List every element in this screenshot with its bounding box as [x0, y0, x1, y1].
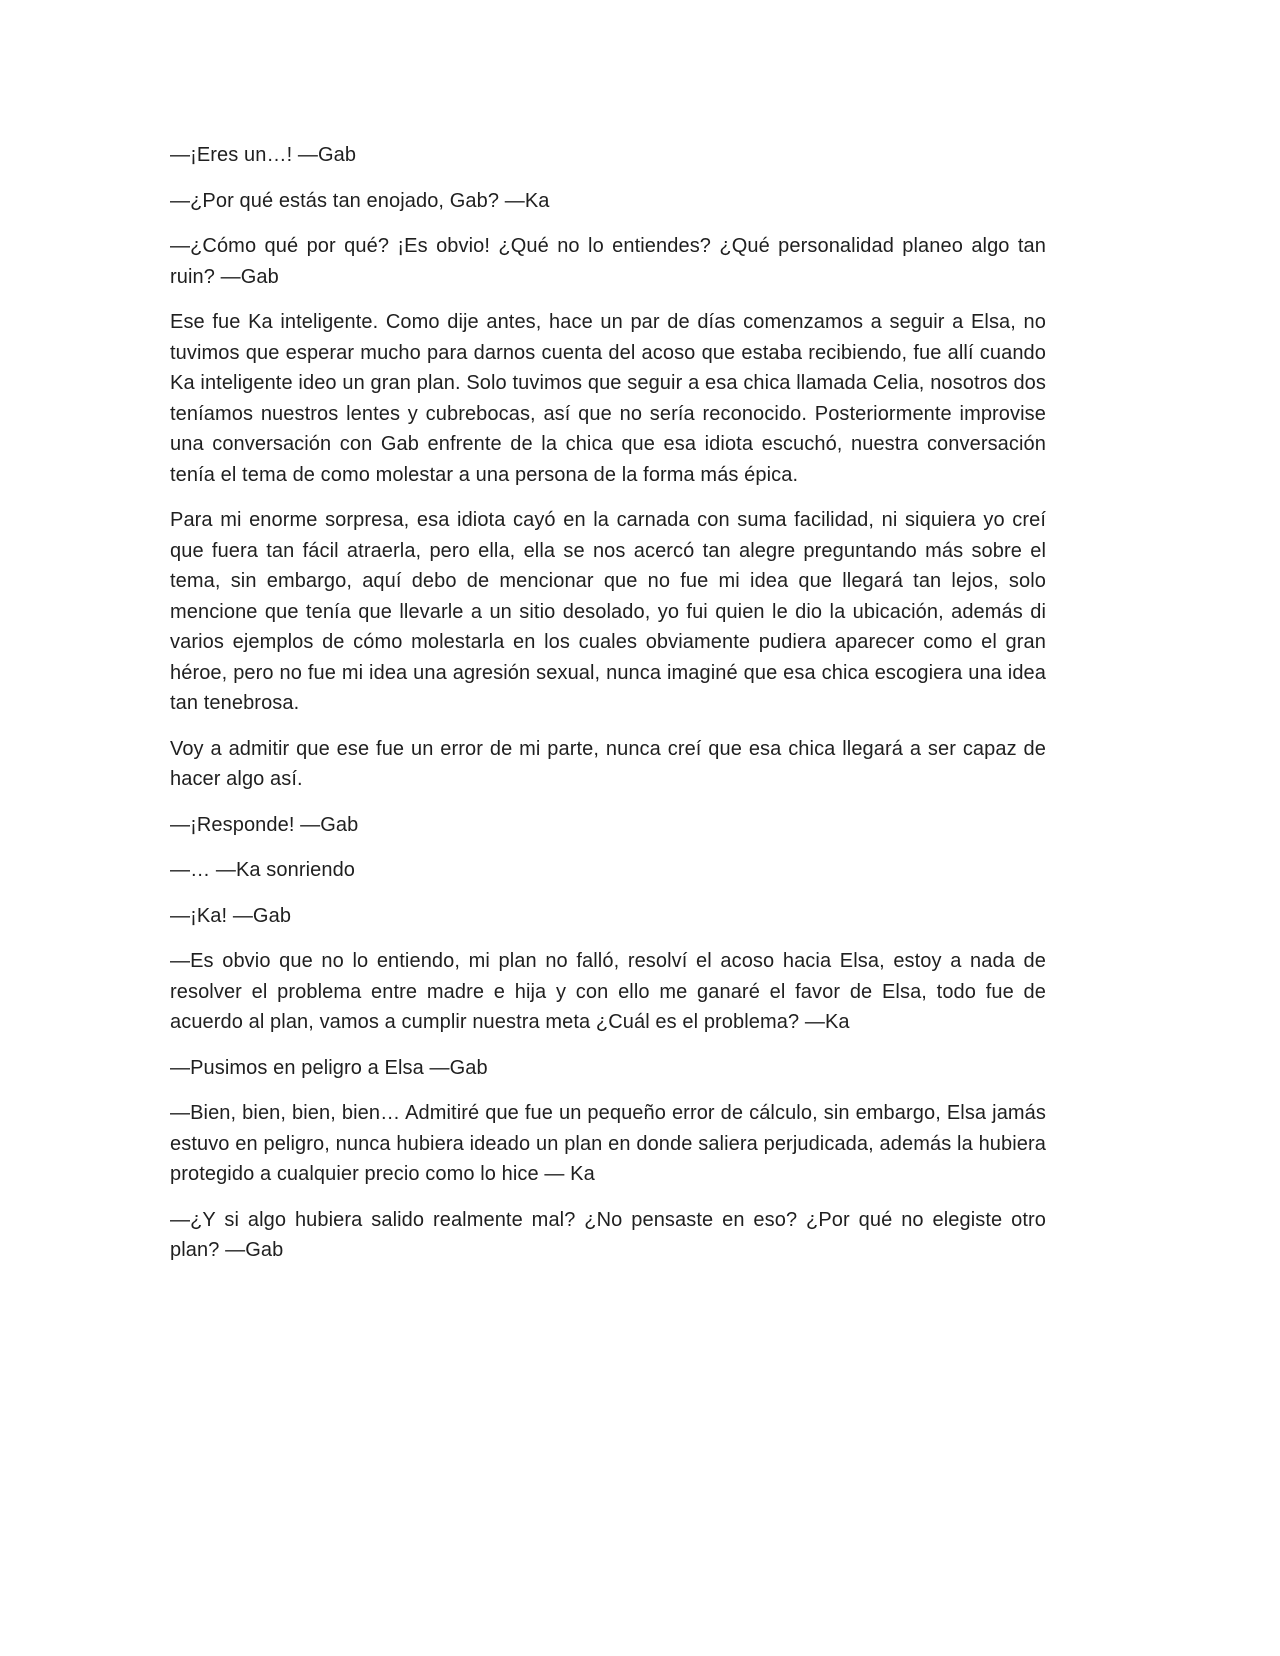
dialogue-line: —Pusimos en peligro a Elsa —Gab [170, 1056, 488, 1079]
dialogue-line: —… —Ka sonriendo [170, 859, 356, 881]
dialogue-line: —¿Y si algo hubiera salido realmente mal? ¿No pensaste en eso? ¿Por qué no elegiste otro plan? —Gab [170, 1208, 1046, 1261]
dialogue-line: —Bien, bien, bien, bien… Admitiré que fue un pequeño error de cálculo, sin embargo, Elsa jamás estuvo en peligro, nunca hubiera ideado un plan en donde saliera perjudicada, además la hubiera protegido a cualquier precio como lo hice — Ka [170, 1102, 1046, 1185]
dialogue-line: —Es obvio que no lo entiendo, mi plan no falló, resolví el acoso hacia Elsa, estoy a nada de resolver el problema entre madre e hija y con ello me ganaré el favor de Elsa, todo fue de acuerdo al plan, vamos a cumplir nuestra meta ¿Cuál es el problema? —Ka [170, 950, 1046, 1033]
dialogue-line: —¿Cómo qué por qué? ¡Es obvio! ¿Qué no lo entiendes? ¿Qué personalidad planeo algo tan ruin? —Gab [170, 235, 1046, 288]
narration-paragraph: Ese fue Ka inteligente. Como dije antes, hace un par de días comenzamos a seguir a Elsa, no tuvimos que esperar mucho para darnos cuenta del acoso que estaba recibiendo, fue allí cuando Ka inteligente ideo un gran plan. Solo tuvimos que seguir a esa chica llamada Celia, nosotros dos teníamos nuestros lentes y cubrebocas, así que no sería reconocido. Posteriormente improvise una conversación con Gab enfrente de la chica que esa idiota escuchó, nuestra conversación tenía el tema de como molestar a una persona de la forma más épica. [170, 311, 1046, 486]
dialogue-line: —¡Responde! —Gab [170, 813, 359, 836]
narration-paragraph: Para mi enorme sorpresa, esa idiota cayó en la carnada con suma facilidad, ni siquiera yo creí que fuera tan fácil atraerla, pero ella, ella se nos acercó tan alegre preguntando más sobre el tema, sin embargo, aquí debo de mencionar que no fue mi idea que llegará tan lejos, solo mencione que tenía que llevarle a un sitio desolado, yo fui quien le dio la ubicación, además di varios ejemplos de cómo molestarla en los cuales obviamente pudiera aparecer como el gran héroe, pero no fue mi idea una agresión sexual, nunca imaginé que esa chica escogiera una idea tan tenebrosa. [170, 509, 1046, 714]
dialogue-line: —¡Ka! —Gab [170, 904, 292, 927]
dialogue-line: —¿Por qué estás tan enojado, Gab? —Ka [170, 189, 550, 212]
narration-paragraph: Voy a admitir que ese fue un error de mi parte, nunca creí que esa chica llegará a ser capaz de hacer algo así. [170, 737, 1046, 790]
dialogue-line: —¡Eres un…! —Gab [170, 144, 357, 166]
